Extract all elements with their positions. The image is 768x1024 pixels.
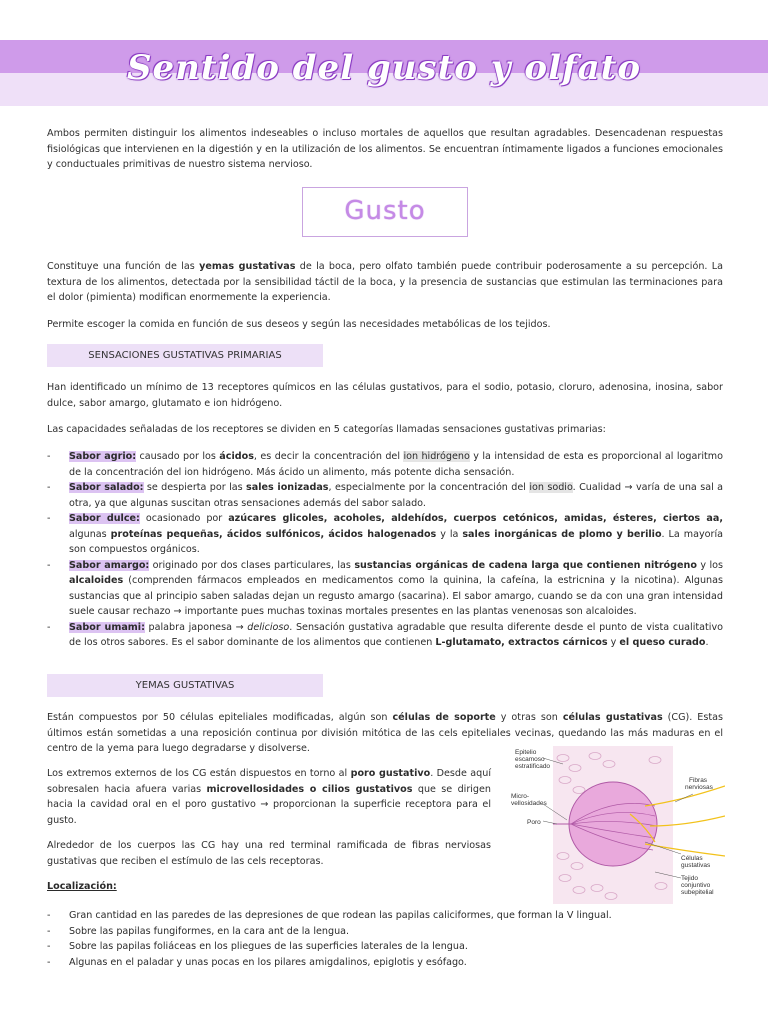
list-item: - Sobre las papilas foliáceas en los pliegues de las superficies laterales de la lengua. — [47, 941, 468, 952]
page-title: Sentido del gusto y olfato — [126, 48, 642, 88]
gusto-paragraph-1: Constituye una función de las yemas gustativas de la boca, pero olfato también puede contribuir poderosamente a su percepción. La textura de los alimentos, detectada por la sensibilidad táctil de la boca, y la presencia de sustancias que estimulan las terminaciones para el dolor (pimienta) modifican enormemente la experiencia. — [47, 261, 723, 303]
label-micro-2: vellosidades — [511, 800, 547, 807]
taste-bud-diagram — [505, 746, 725, 904]
gusto-heading: Gusto — [344, 196, 426, 226]
label-poro: Poro — [527, 819, 541, 826]
title-band — [0, 40, 768, 106]
label-micro: Micro- — [511, 793, 530, 800]
list-item: - Gran cantidad en las paredes de las depresiones de que rodean las papilas caliciformes, que forman la V lingual. — [47, 910, 612, 921]
label-fibras: Fibras — [689, 777, 708, 784]
label-tejido-2: conjuntivo — [681, 882, 711, 889]
list-item-salado: - Sabor salado: se despierta por las sales ionizadas, especialmente por la concentración del ion sodio. Cualidad → varía de una sal a otra, ya que algunas suscitan otras sensaciones además del sabor salado. — [47, 482, 724, 509]
yemas-paragraph-1: Están compuestos por 50 células epiteliales modificadas, algún son células de soporte y otras son células gustativas (CG). Estas últimos están sometidas a una reposición continua por división mitótica de las cels epiteliales vecinas, quedando las más maduras en el centro de la yema para luego degradarse y disolverse. — [47, 712, 723, 754]
label-fibras-2: nerviosas — [685, 784, 713, 791]
label-celulas: Células — [681, 855, 703, 862]
label-epitelio-2: escamoso — [515, 756, 545, 763]
intro-paragraph: Ambos permiten distinguir los alimentos indeseables o incluso mortales de aquellos que resultan agradables. Desencadenan respuestas fisiológicas que intervienen en la digestión y en la utilización de los alimentos. Se encuentran íntimamente ligados a funciones emocionales y conductuales primitivas de nuestro sistema nervioso. — [47, 128, 723, 170]
list-item-agrio: - Sabor agrio: causado por los ácidos, es decir la concentración del ion hidrógeno y la intensidad de esta es proporcional al logaritmo de la concentración del ion hidrógeno. Más ácido un alimento, más potente dicha sensación. — [47, 451, 723, 478]
label-tejido-3: subepitelial — [681, 889, 714, 896]
list-item-umami: - Sabor umami: palabra japonesa → delicioso. Sensación gustativa agradable que resulta diferente desde el punto de vista cualitativo de los otros sabores. Es el sabor dominante de los alimentos que contienen L-glutamato, extractos cárnicos y el queso curado. — [47, 621, 723, 648]
list-item: - Algunas en el paladar y unas pocas en los pilares amigdalinos, epiglotis y esófago. — [47, 956, 467, 968]
label-tejido: Tejido — [681, 875, 698, 882]
sensaciones-paragraph-1: Han identificado un mínimo de 13 receptores químicos en las células gustativos, para el sodio, potasio, cloruro, adenosina, inosina, sabor dulce, sabor amargo, glutamato e ion hidrógeno. — [47, 382, 723, 409]
gusto-paragraph-2: Permite escoger la comida en función de sus deseos y según las necesidades metabólicas de los tejidos. — [47, 319, 551, 330]
gusto-heading-box — [302, 187, 468, 237]
label-epitelio-3: estratificado — [515, 763, 551, 770]
sensaciones-paragraph-2: Las capacidades señaladas de los receptores se dividen en 5 categorías llamadas sensaciones gustativas primarias: — [47, 424, 606, 435]
yemas-paragraph-2: Los extremos externos de los CG están dispuestos en torno al poro gustativo. Desde aquí sobresalen hacia afuera varias microvellosidades o cilios gustativos que se dirigen hacia la cavidad oral en el poro gustativo → proporcionan la superficie receptora para el gusto. — [47, 768, 492, 826]
list-item-dulce: - Sabor dulce: ocasionado por azúcares glicoles, acoholes, aldehídos, cuerpos cetónicos, amidas, ésteres, ciertos aa, algunas proteínas pequeñas, ácidos sulfónicos, ácidos halogenados y la sales inorgánicas de plomo y berilio. La mayoría son compuestos orgánicos. — [47, 513, 724, 555]
sabores-list — [47, 449, 723, 651]
section-heading-yemas: YEMAS GUSTATIVAS — [47, 674, 323, 697]
yemas-paragraph-3: Alrededor de los cuerpos las CG hay una red terminal ramificada de fibras nerviosas gustativas que reciben el estímulo de las cels receptoras. — [47, 840, 491, 867]
localizacion-list — [47, 908, 723, 970]
list-item: - Sobre las papilas fungiformes, en la cara ant de la lengua. — [47, 925, 350, 937]
localizacion-title: Localización: — [47, 881, 117, 892]
label-epitelio: Epitelio — [515, 749, 537, 756]
section-heading-sensaciones: SENSACIONES GUSTATIVAS PRIMARIAS — [47, 344, 323, 367]
label-celulas-2: gustativas — [681, 862, 711, 869]
list-item-amargo: - Sabor amargo: originado por dos clases particulares, las sustancias orgánicas de cadena larga que contienen nitrógeno y los alcaloides (comprenden fármacos empleados en medicamentos como la quinina, la cafeína, la estricnina y la nicotina). Algunas sustancias que al principio saben saladas dejan un regusto amargo (sacarina). El sabor amargo, cuando se da con una gran intensidad suele causar rechazo → importante pues muchas toxinas mortales presentes en las plantas venenosas son alcaloides. — [47, 559, 723, 617]
